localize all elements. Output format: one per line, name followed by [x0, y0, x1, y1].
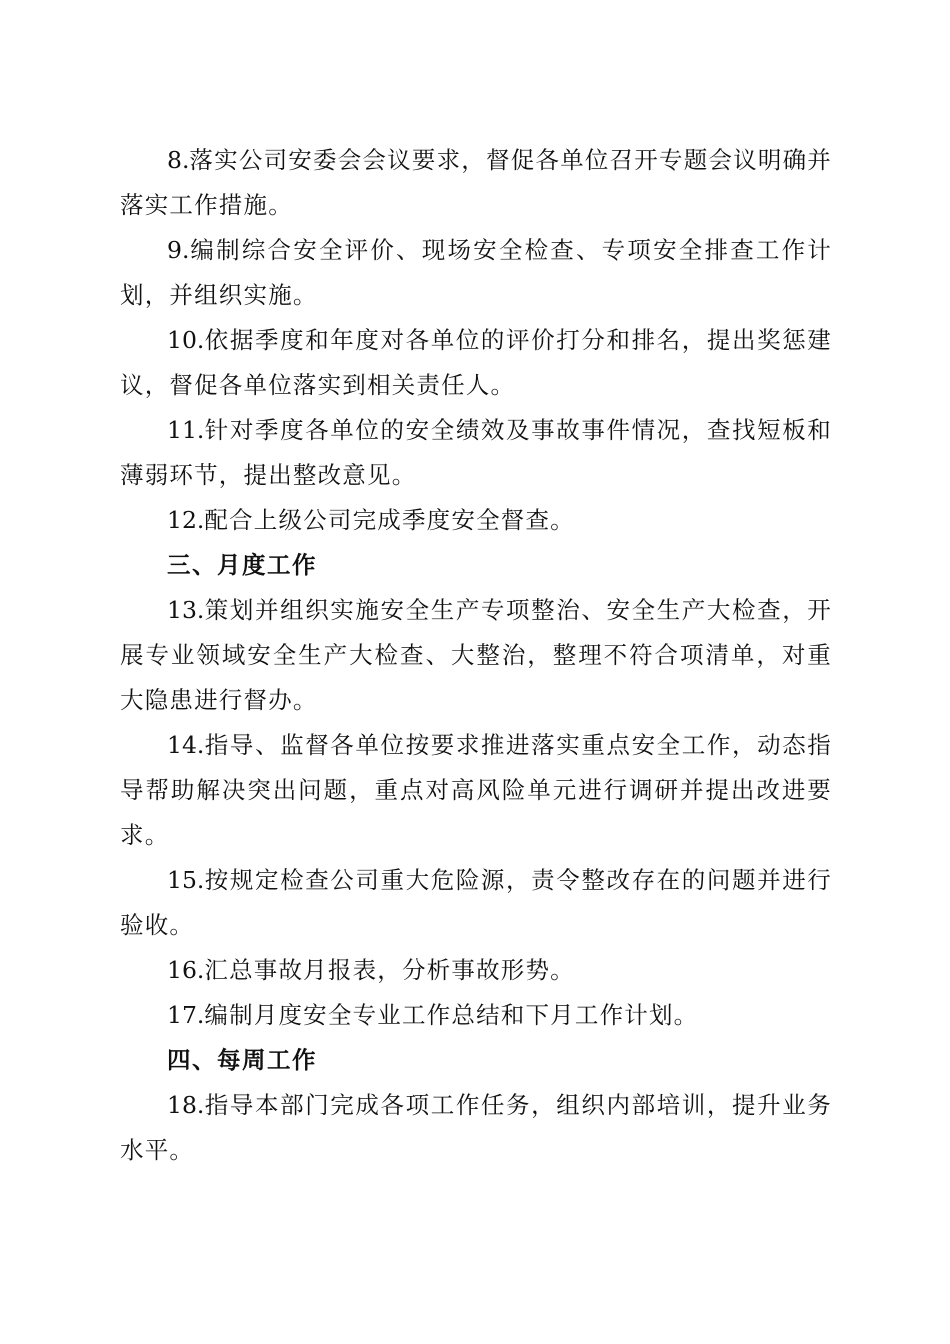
- item-number: 12.: [167, 506, 205, 534]
- item-text: 编制月度安全专业工作总结和下月工作计划。: [204, 1001, 699, 1029]
- item-text: 指导、监督各单位按要求推进落实重点安全工作，动态指导帮助解决突出问题，重点对高风险单元进行调研并提出改进要求。: [120, 731, 832, 849]
- item-number: 11.: [167, 416, 205, 444]
- section-heading-weekly: 四、每周工作: [167, 1046, 317, 1074]
- list-item-9: [120, 228, 832, 318]
- item-text: 落实公司安委会会议要求，督促各单位召开专题会议明确并落实工作措施。: [120, 146, 832, 219]
- list-item-17: [120, 993, 832, 1038]
- list-item-14: [120, 723, 832, 858]
- item-text: 策划并组织实施安全生产专项整治、安全生产大检查，开展专业领域安全生产大检查、大整治，整理不符合项清单，对重大隐患进行督办。: [120, 596, 832, 714]
- section-heading-monthly: 三、月度工作: [167, 551, 317, 579]
- list-item-11: [120, 408, 832, 498]
- item-text: 依据季度和年度对各单位的评价打分和排名，提出奖惩建议，督促各单位落实到相关责任人。: [120, 326, 832, 399]
- item-number: 10.: [167, 326, 205, 354]
- item-number: 9.: [167, 236, 190, 264]
- item-number: 16.: [167, 956, 205, 984]
- item-number: 8.: [167, 146, 190, 174]
- list-item-10: [120, 318, 832, 408]
- item-text: 按规定检查公司重大危险源，责令整改存在的问题并进行验收。: [120, 866, 832, 939]
- item-text: 汇总事故月报表，分析事故形势。: [204, 956, 575, 984]
- list-item-13: [120, 588, 832, 723]
- item-text: 指导本部门完成各项工作任务，组织内部培训，提升业务水平。: [120, 1091, 832, 1164]
- list-item-18: [120, 1083, 832, 1173]
- item-number: 18.: [167, 1091, 205, 1119]
- item-number: 17.: [167, 1001, 205, 1029]
- item-number: 13.: [167, 596, 205, 624]
- item-text: 针对季度各单位的安全绩效及事故事件情况，查找短板和薄弱环节，提出整改意见。: [120, 416, 832, 489]
- list-item-12: [120, 498, 832, 543]
- list-item-8: [120, 138, 832, 228]
- item-number: 14.: [167, 731, 205, 759]
- list-item-15: [120, 858, 832, 948]
- list-item-16: [120, 948, 832, 993]
- item-text: 编制综合安全评价、现场安全检查、专项安全排查工作计划，并组织实施。: [120, 236, 832, 309]
- item-number: 15.: [167, 866, 205, 894]
- document-body: [120, 138, 832, 1173]
- item-text: 配合上级公司完成季度安全督查。: [204, 506, 575, 534]
